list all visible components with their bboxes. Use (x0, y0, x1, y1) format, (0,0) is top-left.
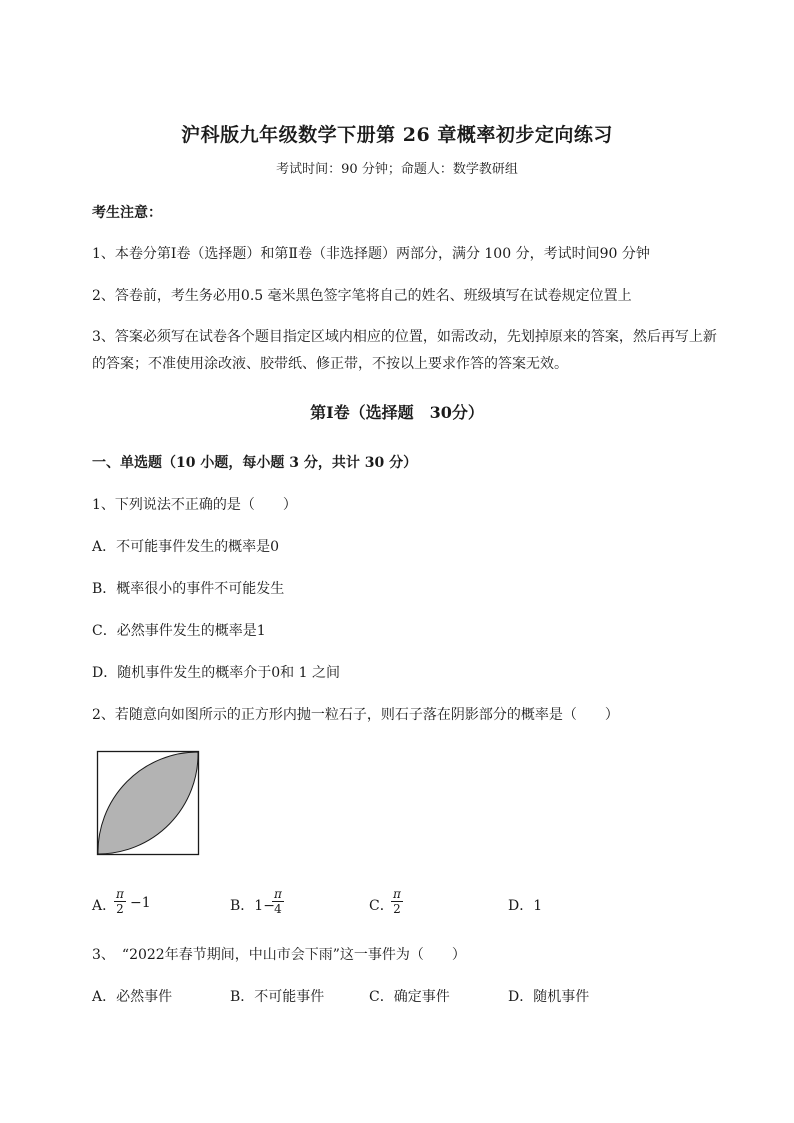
shaded-lens-region (98, 752, 198, 854)
q2-option-a-denominator: 2 (116, 902, 124, 916)
q2-option-b-label: B．1− (230, 898, 275, 914)
q1-option-a: A．不可能事件发生的概率是0 (92, 539, 280, 555)
q2-option-c-fraction (391, 887, 403, 916)
notice-item-3-line-1: 3、答案必须写在试卷各个题目指定区域内相应的位置，如需改动，先划掉原来的答案，然后再写上新 (92, 329, 717, 345)
q3-option-c: C．确定事件 (369, 989, 450, 1005)
q3-option-b: B．不可能事件 (230, 989, 325, 1005)
q2-option-a-fraction (114, 887, 126, 916)
q2-option-b-fraction (272, 887, 284, 916)
q3-option-d: D．随机事件 (508, 989, 590, 1005)
section-title: 第Ⅰ卷（选择题 30分） (310, 403, 484, 422)
q2-option-d: D．1 (508, 898, 543, 914)
q2-option-a-suffix: −1 (130, 895, 151, 911)
q2-option-a-numerator: π (116, 887, 124, 901)
part-heading: 一、单选题（10 小题，每小题 3 分，共计 30 分） (92, 455, 418, 471)
exam-info: 考试时间：90 分钟；命题人：数学教研组 (276, 162, 518, 177)
q2-option-b-numerator: π (274, 887, 282, 901)
q2-figure (96, 750, 200, 856)
q2-option-c-denominator: 2 (393, 902, 401, 916)
notice-item-3-line-2: 的答案；不准使用涂改液、胶带纸、修正带，不按以上要求作答的答案无效。 (92, 356, 568, 372)
q1-stem: 1、下列说法不正确的是（ ） (92, 497, 297, 513)
q2-option-c-label: C． (369, 898, 394, 914)
q1-option-b: B．概率很小的事件不可能发生 (92, 581, 285, 597)
notice-item-1: 1、本卷分第Ⅰ卷（选择题）和第Ⅱ卷（非选择题）两部分，满分 100 分，考试时间90 分钟 (92, 246, 650, 262)
q3-option-a: A．必然事件 (92, 989, 173, 1005)
q3-stem: 3、 “2022年春节期间，中山市会下雨”这一事件为（ ） (92, 947, 466, 963)
notice-heading: 考生注意： (92, 205, 162, 221)
q2-stem: 2、若随意向如图所示的正方形内抛一粒石子，则石子落在阴影部分的概率是（ ） (92, 707, 619, 723)
q1-option-d: D．随机事件发生的概率介于0和 1 之间 (92, 665, 340, 681)
q2-option-c-numerator: π (393, 887, 401, 901)
notice-item-2: 2、答卷前，考生务必用0.5 毫米黑色签字笔将自己的姓名、班级填写在试卷规定位置上 (92, 288, 632, 304)
page-title: 沪科版九年级数学下册第 26 章概率初步定向练习 (181, 124, 613, 146)
q2-option-b-denominator: 4 (274, 902, 282, 916)
q1-option-c: C．必然事件发生的概率是1 (92, 623, 266, 639)
q2-option-a-label: A． (92, 898, 117, 914)
